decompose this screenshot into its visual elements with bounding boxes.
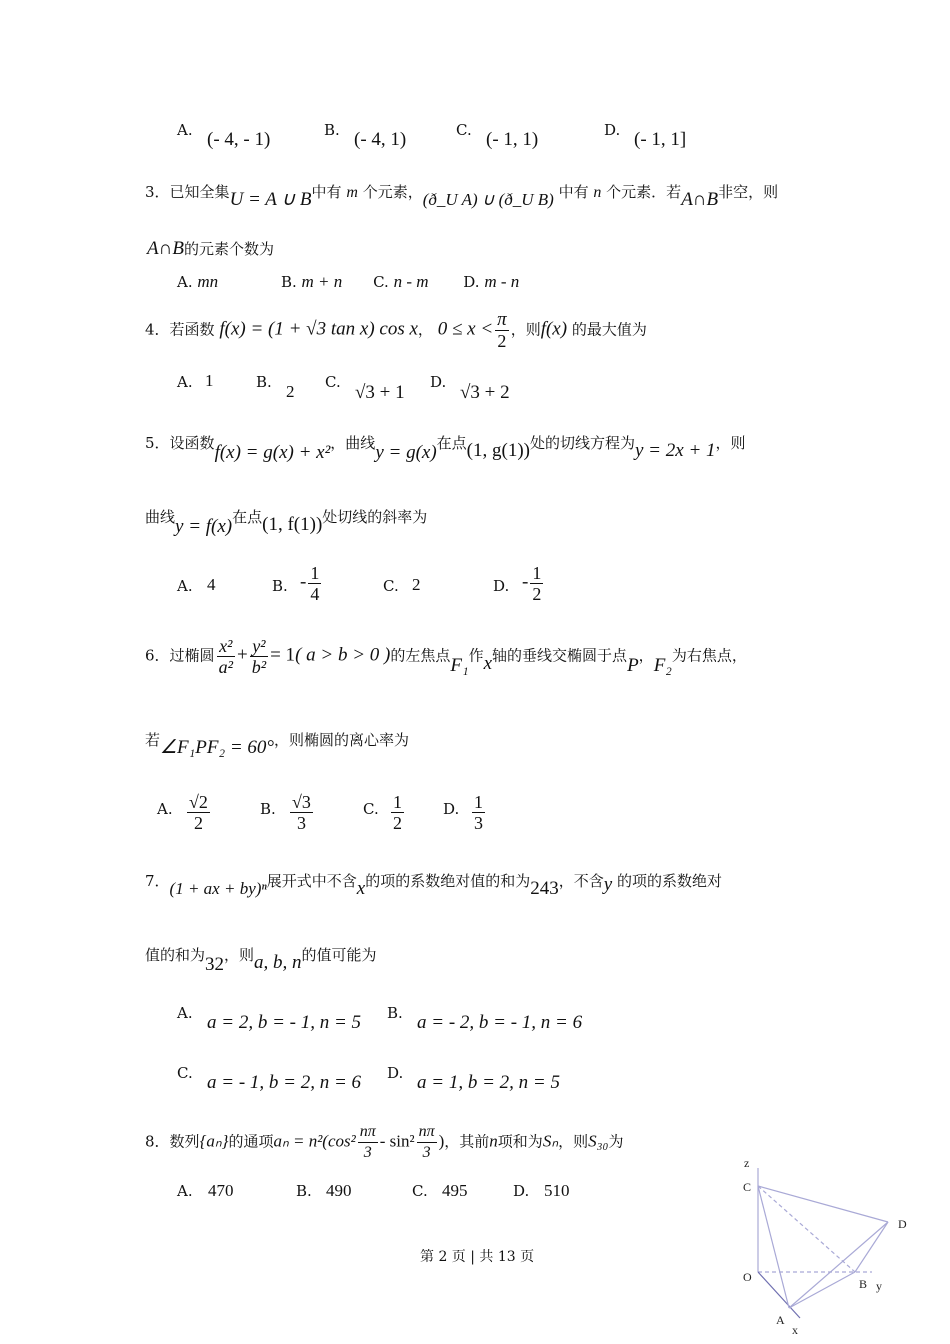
numerator: π [497,309,507,330]
text: ， [417,320,433,339]
denominator: 2 [393,813,402,833]
edge-ab [789,1272,855,1308]
q2-option-d-label: D. [604,121,621,139]
q5-option-d-label: D. [493,577,510,595]
math: n [593,184,602,201]
numerator: 1 [532,563,542,583]
edge-ad [789,1222,888,1308]
text: 已知全集 [169,183,230,201]
q3-option-a-label: A. [177,273,193,291]
label-x: x [792,1323,798,1337]
text: 在点 [436,434,467,452]
math: (1, g(1)) [466,440,530,461]
q2-option-b-label: B. [324,121,340,139]
text: ，其前 [444,1132,490,1151]
text: 的值可能为 [301,946,377,964]
text: 过椭圆 [169,646,215,665]
q5-option-c-label: C. [383,577,399,595]
q6-option-b-label: B. [260,800,276,818]
text: 个元素．若 [606,183,682,201]
q4-option-d-label: D. [430,373,447,391]
q7-option-d: a = 1, b = 2, n = 5 [417,1072,560,1093]
q2-option-c-label: C. [456,121,472,139]
denominator: 3 [363,1144,372,1161]
q4-option-a: 1 [205,371,214,390]
text: ，不含 [558,872,604,890]
text: 在点 [232,508,263,526]
numerator: 1 [310,563,320,583]
numerator: x² [217,636,235,657]
q4-number: 4． [145,320,170,339]
label-c: C [743,1180,752,1194]
math: S₃₀ [588,1131,609,1151]
q8-option-c-label: C. [412,1182,428,1200]
numerator: nπ [358,1122,378,1143]
text: 处的切线方程为 [529,434,635,452]
q7-option-a: a = 2, b = - 1, n = 5 [207,1012,362,1033]
math: {aₙ} [199,1131,229,1151]
math: aₙ = n²(cos² [273,1131,356,1151]
sign: - [300,571,307,593]
text: 的最大值为 [571,320,647,339]
q8-option-c: 495 [442,1181,468,1200]
math: a, b, n [254,952,302,973]
math: m [346,184,358,201]
q5-option-b-label: B. [272,577,288,595]
text: 设函数 [169,434,215,452]
q4-option-c-label: C. [325,373,341,391]
q5-option-a: 4 [207,575,216,594]
q3-number: 3． [145,183,170,201]
q2-option-a-label: A. [177,121,193,139]
numerator: √2 [189,792,208,812]
text: 若函数 [169,320,215,339]
math: = 1 [270,644,296,666]
q8-option-a: 470 [208,1181,234,1200]
text: 处切线的斜率为 [322,508,428,526]
text: 的通项 [228,1132,274,1151]
page-footer: 第 2 页 | 共 13 页 [420,1249,535,1265]
q4-option-d: √3 + 2 [460,382,510,403]
text: 中有 [311,183,342,201]
q8-option-d-label: D. [513,1182,530,1200]
q7-option-b: a = - 2, b = - 1, n = 6 [417,1012,583,1033]
math: 243 [530,878,559,899]
math: f(x) = (1 + √3 tan x) cos x [219,318,418,340]
math: ( a > b > 0 ) [295,644,391,666]
q4-option-c: √3 + 1 [355,382,405,403]
math: A∩B [681,189,719,210]
math: - sin² [379,1131,415,1151]
q2-option-b: (- 4, 1) [354,129,407,150]
math: F₁ [450,654,469,676]
math: y = f(x) [175,516,233,537]
math: ∠F₁PF₂ = 60° [160,737,274,758]
q3-option-b-label: B. [280,273,297,291]
math: y = 2x + 1 [635,440,716,461]
text: ， [638,646,654,665]
text: 非空，则 [718,183,779,201]
denominator: 4 [310,584,320,604]
x-axis [758,1272,800,1318]
q7-number: 7． [145,872,170,890]
math: y = g(x) [375,442,437,463]
math: (1 + ax + by)ⁿ [169,879,267,898]
q8-number: 8． [145,1132,170,1151]
edge-cd [758,1186,888,1222]
math: 32 [205,954,225,975]
q6-number: 6． [145,646,170,665]
q2-option-d: (- 1, 1] [634,129,687,150]
q3-option-c: n - m [393,272,429,291]
q5-number: 5． [145,434,170,452]
math: (ð_U A) ∪ (ð_U B) [422,190,554,209]
q4-option-a-label: A. [177,373,193,391]
math: f(x) = g(x) + x² [214,442,331,463]
text: 的左焦点 [390,646,451,665]
q5-option-c: 2 [412,575,421,594]
text: 的项的系数绝对值的和为 [365,872,531,890]
label-a: A [776,1313,785,1327]
denominator: 3 [296,813,306,833]
math: Sₙ [542,1131,559,1151]
numerator: nπ [417,1122,437,1143]
q2-option-a: (- 4, - 1) [207,129,271,150]
q3-option-b: m + n [301,272,343,291]
denominator: 3 [422,1144,431,1161]
math: + [236,644,248,666]
q8-option-b: 490 [326,1181,352,1200]
text: ，则 [715,434,746,452]
label-y: y [876,1279,882,1293]
q5-option-a-label: A. [177,577,193,595]
math: n [489,1131,498,1151]
label-b: B [859,1277,868,1291]
numerator: √3 [292,792,311,812]
text: 为右焦点， [671,646,747,665]
text: 的项的系数绝对 [616,872,722,890]
text: 为 [608,1132,624,1151]
q8-option-d: 510 [544,1181,570,1200]
q8-option-a-label: A. [177,1182,193,1200]
numerator: 1 [393,792,402,812]
text: 个元素， [362,183,423,201]
numerator: 1 [474,792,483,812]
text: ，则椭圆的离心率为 [274,731,410,749]
math: ) [438,1131,445,1151]
q6-option-d-label: D. [443,800,460,818]
math: x [356,878,366,899]
text: 曲线 [145,508,176,526]
q3-option-d-label: D. [463,273,480,291]
q7-option-d-label: D. [387,1064,404,1082]
q7-option-b-label: B. [387,1004,403,1022]
label-d: D [898,1217,907,1231]
q3-option-d: m - n [484,272,520,291]
denominator: 2 [497,331,507,351]
q3-option-a: mn [197,272,219,291]
text: ，曲线 [330,434,376,452]
q7-option-a-label: A. [177,1004,193,1022]
q6-option-c-label: C. [363,800,379,818]
math: x [483,652,493,674]
text: 中有 [558,183,589,201]
text: 轴的垂线交椭圆于点 [492,646,628,665]
q8-option-b-label: B. [296,1182,312,1200]
text: ，则 [558,1132,589,1151]
text: ，则 [224,946,255,964]
q2-option-c: (- 1, 1) [486,129,539,150]
math: F₂ [653,654,672,676]
math: y [603,874,613,895]
denominator: b² [251,657,267,677]
math: A∩B [147,238,184,259]
text: 值的和为 [145,946,206,964]
denominator: a² [218,657,233,677]
text: 展开式中不含 [266,872,357,890]
math: 0 ≤ x < [437,318,494,340]
text: 数列 [169,1132,200,1151]
math: (1, f(1)) [262,514,323,535]
denominator: 2 [193,813,203,833]
q3-option-c-label: C. [373,273,389,291]
math: U = A ∪ B [229,189,312,210]
text: 项和为 [497,1132,543,1151]
q7-option-c-label: C. [177,1064,193,1082]
q6-option-a-label: A. [157,800,173,818]
denominator: 3 [474,813,483,833]
denominator: 2 [532,584,542,604]
q7-option-c: a = - 1, b = 2, n = 6 [207,1072,362,1093]
numerator: y² [250,636,268,657]
math: f(x) [540,318,568,340]
q4-option-b-label: B. [256,373,272,391]
sign: - [522,571,529,593]
math: P [627,654,639,676]
q4-option-b: 2 [286,382,295,401]
label-z: z [744,1156,750,1170]
text: 作 [468,646,484,665]
text: ，则 [510,320,541,339]
label-o: O [743,1270,752,1284]
text: 若 [145,731,161,749]
text: 的元素个数为 [183,240,274,258]
